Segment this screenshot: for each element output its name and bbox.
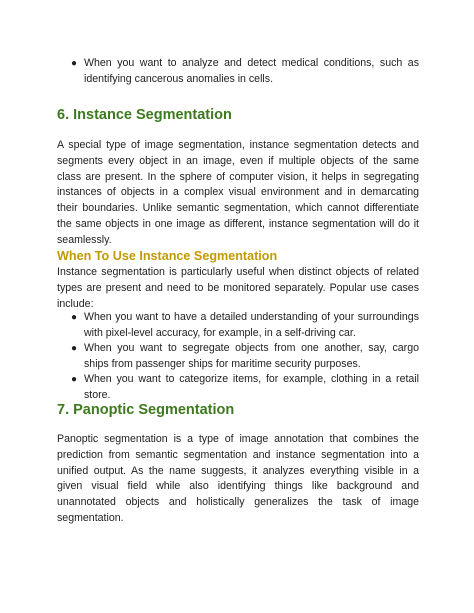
paragraph-when-to-use: Instance segmentation is particularly useful when distinct objects of related types are present and need to be monitored separately. Popular use cases include:	[57, 266, 419, 310]
paragraph-panoptic-segmentation: Panoptic segmentation is a type of image annotation that combines the prediction from semantic segmentation and instance segmentation into a unified output. As the name suggests, it analyzes everything visible in a given visual field while also identifying things like background and unannotated objects and holistically generalizes the task of image segmentation.	[57, 433, 419, 524]
bullet-icon: ●	[71, 58, 78, 69]
subheading-when-to-use: When To Use Instance Segmentation	[57, 249, 278, 263]
bullet-text: When you want to segregate objects from one another, say, cargo ships from passenger ships for maritime security purposes.	[84, 342, 419, 370]
list-item	[57, 372, 419, 404]
bullet-icon: ●	[71, 343, 78, 354]
bullet-text: When you want to analyze and detect medical conditions, such as identifying cancerous anomalies in cells.	[84, 57, 419, 85]
bullet-text: When you want to categorize items, for example, clothing in a retail store.	[84, 373, 419, 401]
bullet-text: When you want to have a detailed understanding of your surroundings with pixel-level accuracy, for example, in a self-driving car.	[84, 311, 419, 339]
list-item	[57, 56, 419, 88]
section-heading-instance-segmentation: 6. Instance Segmentation	[57, 107, 232, 123]
bullet-icon: ●	[71, 312, 78, 323]
bullet-icon: ●	[71, 374, 78, 385]
paragraph-instance-segmentation: A special type of image segmentation, instance segmentation detects and segments every object in an image, even if multiple objects of the same class are present. In the sphere of computer vision, it helps in segregating instances of objects in a complex visual environment and in demarcating their boundaries. Unlike semantic segmentation, which cannot differentiate the same objects in one image as different, instance segmentation will do it seamlessly.	[57, 139, 419, 246]
list-item	[57, 341, 419, 373]
section-heading-panoptic-segmentation: 7. Panoptic Segmentation	[57, 402, 235, 418]
list-item	[57, 310, 419, 342]
